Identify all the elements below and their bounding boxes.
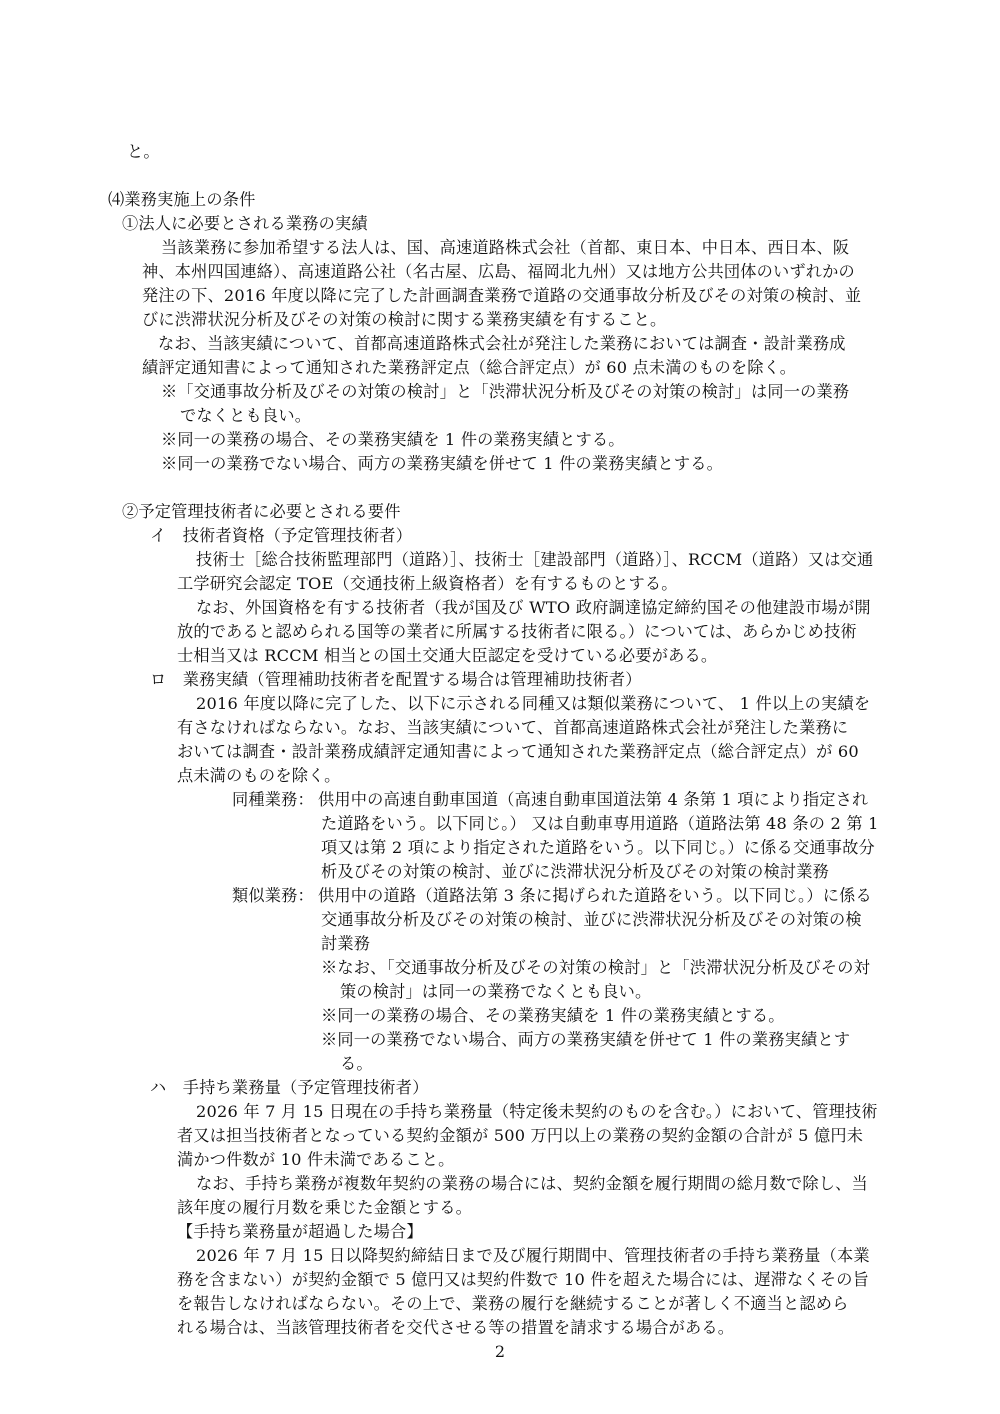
subsection-heading: ①法人に必要とされる業務の実績 bbox=[122, 214, 368, 233]
page-number: 2 bbox=[494, 1342, 506, 1361]
note-line: ※なお、「交通事故分析及びその対策の検討」と「渋滞状況分析及びその対 bbox=[321, 958, 871, 977]
paragraph-line: 2026 年 7 月 15 日以降契約締結日まで及び履行期間中、管理技術者の手持ち業務量（本業 bbox=[196, 1246, 870, 1265]
note-line: でなくとも良い。 bbox=[180, 406, 312, 425]
paragraph-line: おいては調査・設計業務成績評定通知書によって通知された業務評定点（総合評定点）が 60 bbox=[177, 742, 859, 761]
paragraph-line: れる場合は、当該管理技術者を交代させる等の措置を請求する場合がある。 bbox=[177, 1318, 735, 1337]
definition-line: 供用中の高速自動車国道（高速自動車国道法第 4 条第 1 項により指定され bbox=[318, 790, 869, 809]
paragraph-line: 工学研究会認定 TOE（交通技術上級資格者）を有するものとする。 bbox=[177, 574, 678, 593]
paragraph-line: 2026 年 7 月 15 日現在の手持ち業務量（特定後未契約のものを含む。）において、管理技術 bbox=[196, 1102, 878, 1121]
note-line: ※「交通事故分析及びその対策の検討」と「渋滞状況分析及びその対策の検討」は同一の業務 bbox=[161, 382, 850, 401]
note-line: ※同一の業務の場合、その業務実績を 1 件の業務実績とする。 bbox=[321, 1006, 785, 1025]
paragraph-line: を報告しなければならない。その上で、業務の履行を継続することが著しく不適当と認めら bbox=[177, 1294, 849, 1313]
paragraph-line: 放的であると認められる国等の業者に所属する技術者に限る。）については、あらかじめ技術 bbox=[177, 622, 857, 641]
paragraph-line: なお、外国資格を有する技術者（我が国及び WTO 政府調達協定締約国その他建設市場が開 bbox=[196, 598, 871, 617]
paragraph-line: 有さなければならない。なお、当該実績について、首都高速道路株式会社が発注した業務に bbox=[177, 718, 849, 737]
note-line: ※同一の業務の場合、その業務実績を 1 件の業務実績とする。 bbox=[161, 430, 625, 449]
definition-line: 項又は第 2 項により指定された道路をいう。以下同じ。）に係る交通事故分 bbox=[321, 838, 875, 857]
paragraph-line: 神、本州四国連絡）、高速道路公社（名古屋、広島、福岡北九州）又は地方公共団体のいずれかの bbox=[142, 262, 855, 281]
definition-label: 同種業務： bbox=[232, 790, 314, 809]
paragraph-line: 績評定通知書によって通知された業務評定点（総合評定点）が 60 点未満のものを除く。 bbox=[142, 358, 797, 377]
note-line: 策の検討」は同一の業務でなくとも良い。 bbox=[340, 982, 652, 1001]
definition-line: 交通事故分析及びその対策の検討、並びに渋滞状況分析及びその対策の検 bbox=[321, 910, 862, 929]
paragraph-line: 満かつ件数が 10 件未満であること。 bbox=[177, 1150, 455, 1169]
definition-label: 類似業務： bbox=[232, 886, 314, 905]
item-heading: ハ 手持ち業務量（予定管理技術者） bbox=[150, 1078, 429, 1097]
note-line: る。 bbox=[340, 1054, 373, 1073]
section-heading: ⑷業務実施上の条件 bbox=[108, 190, 256, 209]
paragraph-line: 当該業務に参加希望する法人は、国、高速道路株式会社（首都、東日本、中日本、西日本、阪 bbox=[161, 238, 850, 257]
note-line: ※同一の業務でない場合、両方の業務実績を併せて 1 件の業務実績とす bbox=[321, 1030, 851, 1049]
definition-line: 供用中の道路（道路法第 3 条に掲げられた道路をいう。以下同じ。）に係る bbox=[318, 886, 872, 905]
paragraph-line: 該年度の履行月数を乗じた金額とする。 bbox=[177, 1198, 472, 1217]
subsection-heading: ②予定管理技術者に必要とされる要件 bbox=[122, 502, 401, 521]
definition-line: 析及びその対策の検討、並びに渋滞状況分析及びその対策の検討業務 bbox=[321, 862, 830, 881]
paragraph-line: 点未満のものを除く。 bbox=[177, 766, 341, 785]
paragraph-line: 技術士［総合技術監理部門（道路）］、技術士［建設部門（道路）］、RCCM（道路）又は交通 bbox=[196, 550, 874, 569]
item-heading: ロ 業務実績（管理補助技術者を配置する場合は管理補助技術者） bbox=[150, 670, 642, 689]
bracket-heading: 【手持ち業務量が超過した場合】 bbox=[177, 1222, 423, 1241]
paragraph-line: 務を含まない）が契約金額で 5 億円又は契約件数で 10 件を超えた場合には、遅滞なくその旨 bbox=[177, 1270, 869, 1289]
paragraph-line: 2016 年度以降に完了した、以下に示される同種又は類似業務について、 1 件以上の実績を bbox=[196, 694, 871, 713]
note-line: ※同一の業務でない場合、両方の業務実績を併せて 1 件の業務実績とする。 bbox=[161, 454, 723, 473]
paragraph-line: びに渋滞状況分析及びその対策の検討に関する業務実績を有すること。 bbox=[142, 310, 667, 329]
definition-line: た道路をいう。以下同じ。） 又は自動車専用道路（道路法第 48 条の 2 第 1 bbox=[321, 814, 879, 833]
paragraph-line: 者又は担当技術者となっている契約金額が 500 万円以上の業務の契約金額の合計が 5 億円未 bbox=[177, 1126, 864, 1145]
paragraph-line: 発注の下、2016 年度以降に完了した計画調査業務で道路の交通事故分析及びその対策の検討、並 bbox=[142, 286, 862, 305]
paragraph-line: 士相当又は RCCM 相当との国土交通大臣認定を受けている必要がある。 bbox=[177, 646, 718, 665]
paragraph-line: なお、当該実績について、首都高速道路株式会社が発注した業務においては調査・設計業務成 bbox=[158, 334, 846, 353]
paragraph-line: なお、手持ち業務が複数年契約の業務の場合には、契約金額を履行期間の総月数で除し、当 bbox=[196, 1174, 868, 1193]
fragment-text: と。 bbox=[127, 142, 160, 161]
item-heading: イ 技術者資格（予定管理技術者） bbox=[150, 526, 413, 545]
definition-line: 討業務 bbox=[321, 934, 371, 953]
